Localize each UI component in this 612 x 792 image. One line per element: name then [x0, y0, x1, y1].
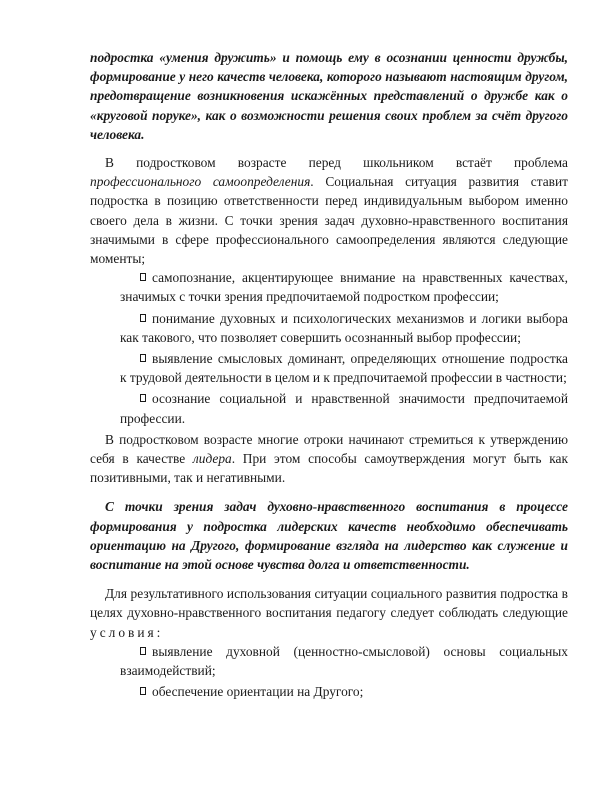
square-bullet-icon	[140, 647, 146, 655]
conditions-list	[90, 642, 568, 702]
list-item-text: осознание социальной и нравственной значимости предпочитаемой профессии.	[120, 391, 568, 426]
list-item	[120, 642, 568, 680]
paragraph-text: :	[156, 624, 161, 640]
list-item-text: выявление духовной (ценностно-смысловой) основы социальных взаимодействий;	[120, 643, 568, 679]
paragraph-text: . При этом способы самоутверждения могут быть как позитивными, так и негативными.	[90, 451, 568, 486]
list-item	[120, 268, 568, 306]
paragraph-text: . Социальная ситуация развития ставит подростка в позицию ответственности перед индивидуальным выбором именно своего дела в жизни. С точки зрения задач духовно-нравственного воспитания значимыми в сфере профессионального самоопределения являются следующие моменты;	[90, 174, 568, 267]
list-item	[120, 309, 568, 347]
square-bullet-icon	[140, 314, 146, 322]
square-bullet-icon	[140, 687, 146, 695]
list-item-text: обеспечение ориентации на Другого;	[152, 684, 364, 700]
intro-paragraph: подростка «умения дружить» и помощь ему в осознании ценности дружбы, формирование у него качеств человека, которого называют настоящим другом, предотвращение возникновения искажённых представлений о дружбе как о «круговой поруке», как о возможности решения своих проблем за счёт другого человека.	[90, 50, 568, 142]
square-bullet-icon	[140, 394, 146, 402]
list-item	[120, 349, 568, 387]
list-item	[120, 682, 568, 701]
paragraph-leadership	[90, 430, 568, 488]
list-item-text: понимание духовных и психологических механизмов и логики выбора как такового, что позволяет совершить осознанный выбор профессии;	[120, 310, 568, 345]
paragraph-text: В подростковом возрасте многие отроки начинают стремиться к утверждению себя в качестве	[90, 431, 568, 467]
list-item	[120, 389, 568, 427]
square-bullet-icon	[140, 354, 146, 362]
spaced-word: условия	[90, 624, 157, 640]
paragraph-text: Для результативного использования ситуации социального развития подростка в целях духовно-нравственного воспитания педагогу следует соблюдать следующие	[90, 586, 568, 621]
square-bullet-icon	[140, 273, 146, 281]
list-item-text: самопознание, акцентирующее внимание на нравственных качествах, значимых с точки зрения предпочитаемой подростком профессии;	[120, 270, 568, 305]
list-item-text: выявление смысловых доминант, определяющих отношение подростка к трудовой деятельности в целом и к предпочитаемой профессии в частности;	[120, 351, 568, 386]
paragraph-conditions	[90, 584, 568, 642]
paragraph-text: В подростковом возрасте перед школьником встаёт проблема	[105, 155, 568, 171]
paragraph-self-determination	[90, 153, 568, 268]
emphasis-text: профессионального самоопределения	[90, 174, 311, 190]
document-page	[90, 48, 568, 704]
emphasis-text: лидера	[192, 451, 232, 467]
self-determination-list	[90, 268, 568, 428]
leadership-emphasis-paragraph: С точки зрения задач духовно-нравственного воспитания в процессе формирования у подростка лидерских качеств необходимо обеспечивать ориентацию на Другого, формирование взгляда на лидерство как служение и воспитание на этой основе чувства долга и ответственности.	[90, 499, 568, 573]
